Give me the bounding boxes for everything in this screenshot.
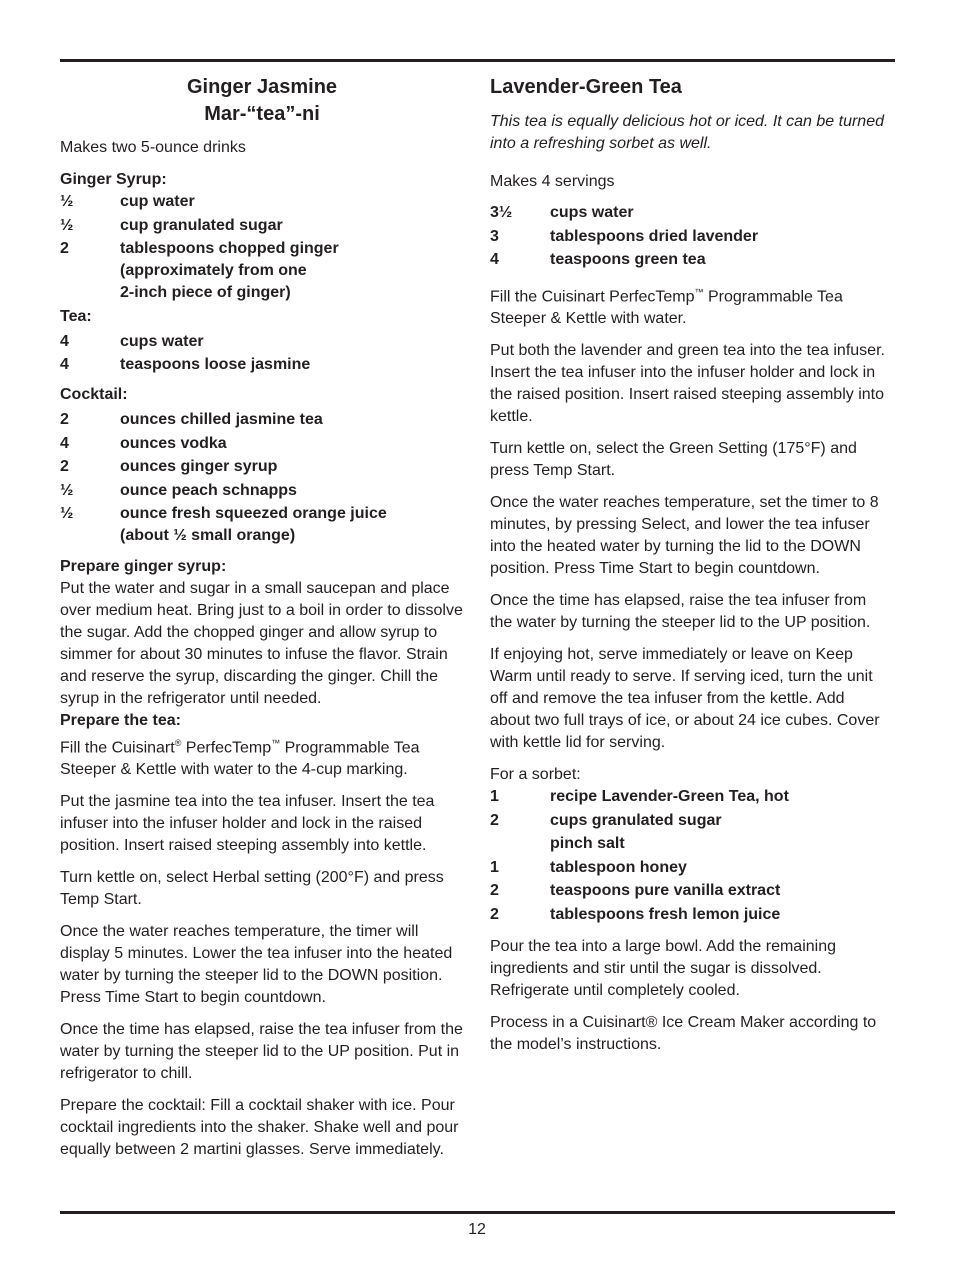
ingredient-text: cups granulated sugar xyxy=(550,811,722,829)
trademark-mark: ™ xyxy=(694,287,704,297)
fill-text-a: Fill the Cuisinart xyxy=(60,739,175,757)
ingredient-item xyxy=(60,503,464,547)
ingredient-text: teaspoons loose jasmine xyxy=(120,356,311,373)
ingredient-item xyxy=(60,238,464,304)
page-number: 12 xyxy=(468,1221,486,1238)
recipe-yield: Makes two 5-ounce drinks xyxy=(60,139,246,156)
recipe-intro: This tea is equally delicious hot or iced. It can be turned into a refreshing sorbet as well. xyxy=(490,113,884,152)
ingredient-text: cups water xyxy=(120,332,204,350)
ingredient-item xyxy=(490,857,885,879)
ingredient-text-line-2: (about ½ small orange) xyxy=(120,527,296,544)
ingredient-qty: 2 xyxy=(490,905,499,923)
pour-text: Pour the tea into a large bowl. Add the remaining ingredients and stir until the sugar is dissolved. Refrigerate until completely cooled. xyxy=(490,937,836,999)
ingredient-qty: 1 xyxy=(490,788,499,806)
fill-text-b: Programmable Tea Steeper & Kettle with water. xyxy=(490,288,843,328)
ingredient-qty: ½ xyxy=(60,216,74,234)
cocktail-ingredients xyxy=(60,409,464,547)
trademark-mark: ™ xyxy=(271,738,281,748)
fill-text-a: Fill the Cuisinart PerfecTemp xyxy=(490,288,695,306)
ingredient-item xyxy=(490,786,885,808)
once-water-text: Once the water reaches temperature, the timer will display 5 minutes. Lower the tea infuser into the heated water by turning the steeper lid to the DOWN position. Press Time Start to begin countdown. xyxy=(60,923,453,1007)
process-text: Process in a Cuisinart® Ice Cream Maker according to the model’s instructions. xyxy=(490,1013,877,1053)
ingredient-text-line-1: ounce fresh squeezed orange juice xyxy=(120,505,387,522)
prepare-syrup-text: Put the water and sugar in a small saucepan and place over medium heat. Bring just to a boil in order to dissolve the sugar. Add the chopped ginger and allow syrup to simmer for about 30 minutes to infuse the flavor. Strain and reserve the syrup, discarding the ginger. Chill the syrup in the refrigerator until needed. xyxy=(60,580,463,707)
ingredient-qty: 4 xyxy=(60,356,69,373)
ingredient-text: ounces chilled jasmine tea xyxy=(120,411,323,428)
ingredient-qty: 1 xyxy=(490,858,499,876)
ingredient-text: cups water xyxy=(550,204,634,221)
ingredient-item xyxy=(60,409,464,431)
ingredient-qty: 3 xyxy=(490,227,499,245)
ingredient-text: tablespoon honey xyxy=(550,858,687,876)
ingredient-text: ounces vodka xyxy=(120,434,227,452)
infuser-text: Put the jasmine tea into the tea infuser. Insert the tea infuser into the infuser holder and lock in the raised position. Insert raised steeping assembly into kettle. xyxy=(60,793,435,855)
ingredient-text: ounces ginger syrup xyxy=(120,458,278,475)
ingredient-item xyxy=(490,202,885,224)
ingredient-qty: 2 xyxy=(490,811,499,829)
ingredient-item xyxy=(490,833,885,855)
recipe-title: Lavender-Green Tea xyxy=(490,76,682,98)
ingredient-text: tablespoons dried lavender xyxy=(550,227,759,245)
ingredient-qty: ½ xyxy=(60,193,74,210)
title-line-2: Mar-“tea”-ni xyxy=(204,103,320,125)
tea-heading: Tea: xyxy=(60,307,92,325)
ingredient-text-line-1: tablespoons chopped ginger xyxy=(120,240,339,257)
ingredient-text xyxy=(120,503,464,547)
ingredient-qty: 2 xyxy=(60,240,69,257)
ingredient-text: cup water xyxy=(120,193,195,210)
once-water-text: Once the water reaches temperature, set the timer to 8 minutes, by pressing Select, and lower the tea infuser into the heated water by turning the lid to the DOWN position. Press Time Start to begin countdown. xyxy=(490,494,879,578)
ingredient-qty: 2 xyxy=(60,458,69,475)
elapsed-text: Once the time has elapsed, raise the tea infuser from the water by turning the steeper lid to the UP position. xyxy=(490,592,871,632)
sorbet-ingredients xyxy=(490,786,885,926)
ingredient-item xyxy=(490,904,885,926)
ingredient-qty: 4 xyxy=(60,332,69,350)
ingredient-text: pinch salt xyxy=(550,835,625,853)
cocktail-text: Prepare the cocktail: Fill a cocktail shaker with ice. Pour cocktail ingredients into the shaker. Shake well and pour equally between 2 martini glasses. Serve immediately. xyxy=(60,1097,459,1159)
ingredient-qty xyxy=(490,833,550,855)
ingredient-text: teaspoons green tea xyxy=(550,251,706,268)
ingredient-item xyxy=(60,433,464,455)
fill-text-c: Programmable Tea Steeper & Kettle with water to the 4-cup marking. xyxy=(60,739,420,779)
tea-ingredients xyxy=(60,331,464,377)
ingredient-qty: 3½ xyxy=(490,204,513,221)
tea-ingredients xyxy=(490,202,885,271)
ingredient-item xyxy=(490,880,885,902)
sorbet-label: For a sorbet: xyxy=(490,766,581,784)
put-tea-text: Put both the lavender and green tea into the tea infuser. Insert the tea infuser into the infuser holder and lock in the raised position. Insert raised steeping assembly into kettle. xyxy=(490,342,885,426)
ingredient-item xyxy=(490,810,885,832)
turn-on-text: Turn kettle on, select Herbal setting (200°F) and press Temp Start. xyxy=(60,869,444,909)
ingredient-qty: 4 xyxy=(490,251,499,268)
ingredient-qty: ½ xyxy=(60,481,74,499)
fill-kettle-text xyxy=(60,732,464,781)
ingredient-item xyxy=(60,480,464,502)
ingredient-text xyxy=(120,238,464,304)
title-line-1: Ginger Jasmine xyxy=(186,76,338,98)
recipe-title xyxy=(60,74,464,128)
ingredient-text-line-2: (approximately from one xyxy=(120,262,307,279)
ingredient-text: recipe Lavender-Green Tea, hot xyxy=(550,788,789,806)
ingredient-qty: ½ xyxy=(60,505,74,522)
bottom-rule xyxy=(60,1211,895,1214)
ingredient-item xyxy=(60,191,464,213)
ingredient-item xyxy=(60,354,464,376)
ingredient-text: ounce peach schnapps xyxy=(120,481,297,499)
ingredient-item xyxy=(490,249,885,271)
ingredient-item xyxy=(60,215,464,237)
ingredient-item xyxy=(60,456,464,478)
fill-text-b: PerfecTemp xyxy=(181,739,272,757)
ginger-syrup-heading: Ginger Syrup: xyxy=(60,171,167,188)
cocktail-heading: Cocktail: xyxy=(60,386,128,403)
prepare-tea-heading: Prepare the tea: xyxy=(60,712,181,729)
ingredient-text-line-3: 2-inch piece of ginger) xyxy=(120,284,291,301)
elapsed-text: Once the time has elapsed, raise the tea infuser from the water by turning the steeper lid to the UP position. Put in refrigerator to chill. xyxy=(60,1021,463,1083)
ingredient-qty: 2 xyxy=(490,882,499,900)
fill-kettle-text xyxy=(490,281,885,330)
ginger-jasmine-recipe xyxy=(60,62,464,1161)
registered-mark: ® xyxy=(174,738,182,748)
ingredient-item xyxy=(490,226,885,248)
ingredient-qty: 2 xyxy=(60,411,69,428)
ginger-syrup-ingredients xyxy=(60,191,464,304)
lavender-green-tea-recipe xyxy=(490,62,885,1056)
ingredient-text: cup granulated sugar xyxy=(120,216,283,234)
prepare-syrup-heading: Prepare ginger syrup: xyxy=(60,558,227,575)
ingredient-item xyxy=(60,331,464,353)
ingredient-text: teaspoons pure vanilla extract xyxy=(550,882,781,900)
enjoy-text: If enjoying hot, serve immediately or leave on Keep Warm until ready to serve. If serving iced, turn the unit off and remove the tea infuser from the kettle. Add about two full trays of ice, or about 24 ice cubes. Cover with kettle lid for serving. xyxy=(490,646,880,752)
ingredient-text: tablespoons fresh lemon juice xyxy=(550,905,781,923)
recipe-yield: Makes 4 servings xyxy=(490,173,615,190)
ingredient-qty: 4 xyxy=(60,434,69,452)
turn-on-text: Turn kettle on, select the Green Setting (175°F) and press Temp Start. xyxy=(490,440,857,480)
